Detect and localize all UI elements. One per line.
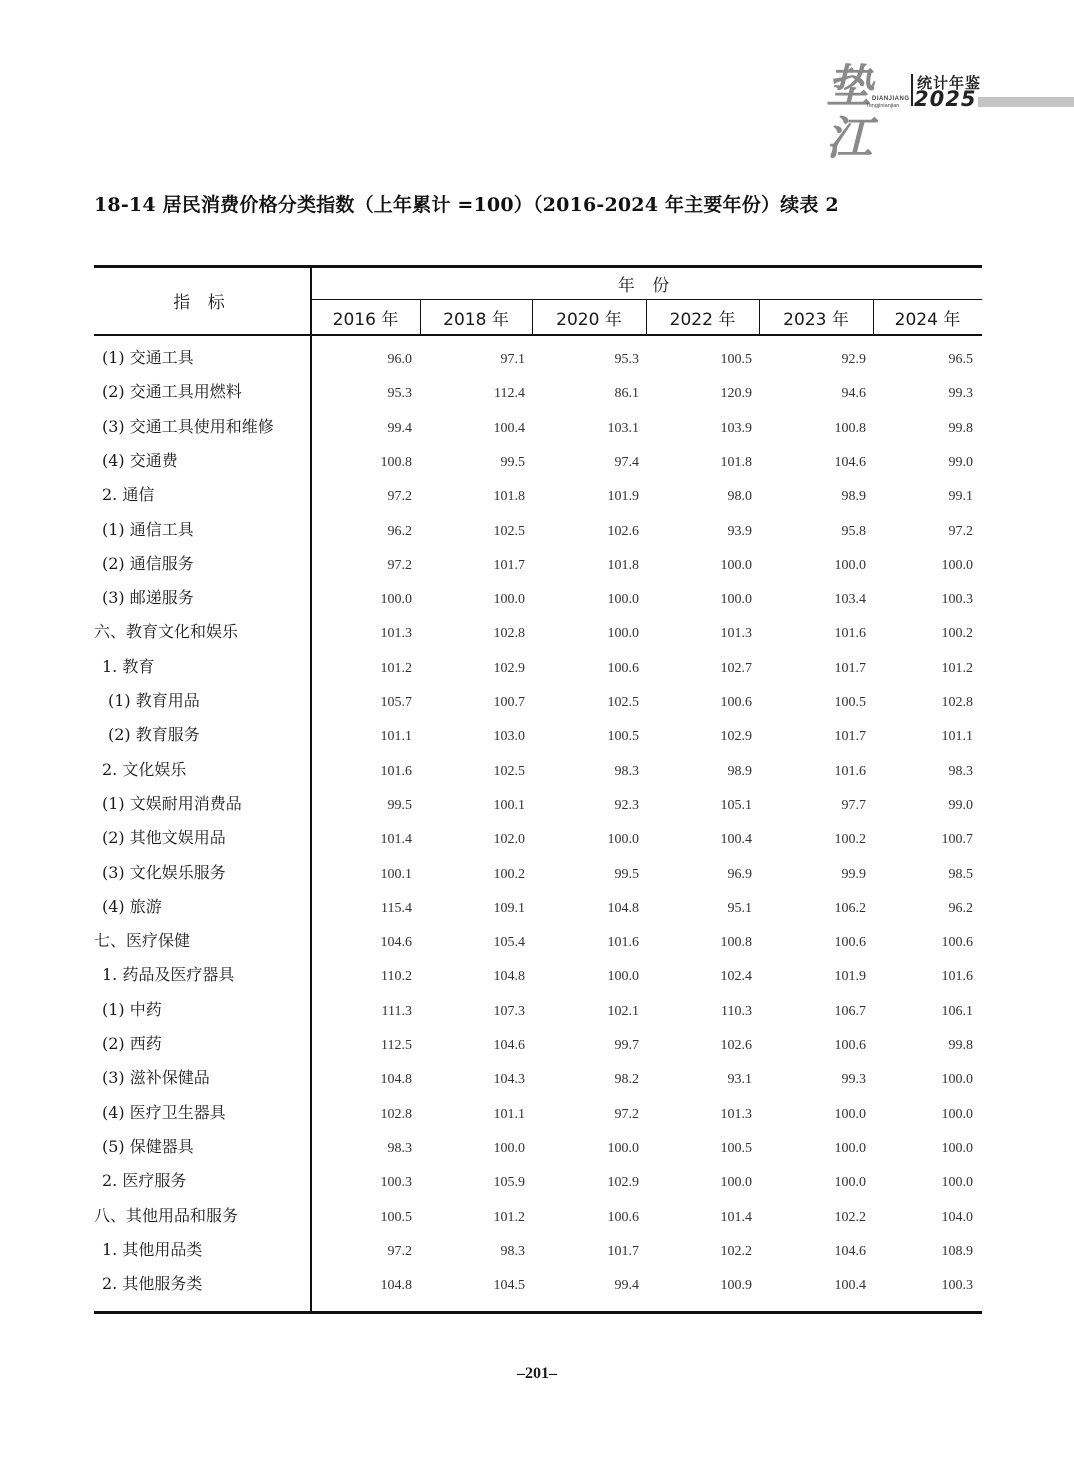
value-cell: 100.4 [493,420,525,436]
value-cell: 104.6 [493,1038,525,1053]
header-bar [978,97,1074,107]
row-label: 七、医疗保健 [94,931,191,951]
value-cell: 101.3 [380,626,412,642]
value-cell: 102.7 [720,660,752,676]
value-cell: 100.0 [834,1175,866,1191]
row-label: (2) 交通工具用燃料 [102,382,242,402]
value-cell: 101.1 [380,729,412,745]
value-cell: 101.2 [493,1209,525,1225]
row-label: (4) 交通费 [102,450,178,470]
value-cell: 104.8 [380,1278,412,1294]
page-title: 18-14 居民消费价格分类指数（上年累计 =100）（2016-2024 年主要年份）续表 2 [94,194,839,216]
value-cell: 112.5 [381,1038,412,1053]
value-cell: 99.8 [948,420,973,436]
table-bottom-rule [94,1311,982,1314]
table-row [94,715,982,749]
value-cell: 104.0 [941,1209,973,1225]
table-row [94,681,982,715]
value-cell: 100.0 [493,592,525,608]
value-cell: 98.3 [387,1140,412,1156]
value-cell: 100.0 [941,1072,973,1088]
table-row [94,1127,982,1161]
value-cell: 104.6 [380,935,412,951]
logo-divider [911,74,913,106]
row-label: (3) 滋补保健品 [102,1068,210,1088]
value-cell: 101.7 [834,729,866,745]
value-cell: 100.0 [834,1106,866,1122]
value-cell: 99.8 [948,1038,973,1053]
table-row [94,544,982,578]
table-row [94,1264,982,1298]
year-header-cell: 2022 年 [669,310,736,330]
value-cell: 95.3 [614,352,639,367]
year-column-divider [873,300,874,335]
value-cell: 109.1 [493,900,525,916]
value-cell: 100.1 [493,797,525,813]
table-row [94,338,982,372]
value-cell: 96.9 [727,866,752,882]
value-cell: 97.1 [500,352,525,367]
value-cell: 101.9 [607,489,639,505]
value-cell: 100.0 [607,969,639,985]
value-cell: 93.1 [727,1072,752,1088]
value-cell: 100.7 [493,695,525,710]
year-header-cell: 2023 年 [783,310,849,330]
value-cell: 99.4 [614,1278,639,1294]
year-column-divider [532,300,533,335]
logo-title: 统计年鉴 [917,74,982,92]
value-cell: 102.6 [720,1038,752,1053]
value-cell: 102.4 [720,969,752,985]
table-row [94,510,982,544]
value-cell: 98.9 [727,763,752,779]
value-cell: 102.9 [493,660,525,676]
value-cell: 107.3 [493,1003,525,1019]
year-column-divider [646,300,647,335]
value-cell: 100.0 [941,1140,973,1156]
row-label: (3) 邮递服务 [102,588,194,608]
row-label: (4) 旅游 [102,896,162,916]
value-cell: 102.9 [720,729,752,745]
table-row [94,1024,982,1058]
table-row [94,1230,982,1264]
row-label: (1) 交通工具 [102,348,194,367]
value-cell: 100.6 [720,695,752,710]
table-row [94,475,982,509]
row-label: (1) 教育用品 [108,691,200,710]
value-cell: 105.4 [493,935,525,951]
value-cell: 99.3 [841,1072,866,1088]
value-cell: 101.3 [720,1106,752,1122]
value-cell: 102.8 [941,695,973,710]
value-cell: 100.2 [493,866,525,882]
value-cell: 102.6 [607,523,639,539]
table-row [94,372,982,406]
value-cell: 111.3 [381,1003,412,1019]
value-cell: 110.2 [381,969,412,985]
value-cell: 100.3 [941,1278,973,1294]
row-label: (1) 通信工具 [102,519,194,539]
value-cell: 102.9 [607,1175,639,1191]
value-cell: 110.3 [721,1003,752,1019]
value-cell: 95.1 [727,900,752,916]
value-cell: 100.6 [834,935,866,951]
value-cell: 97.2 [614,1106,639,1122]
row-label: (3) 文化娱乐服务 [102,862,226,882]
value-cell: 100.3 [380,1175,412,1191]
indicator-header: 指 标 [173,292,231,313]
value-cell: 105.1 [720,797,752,813]
value-cell: 101.1 [941,729,973,745]
row-label: 1. 药品及医疗器具 [102,965,235,985]
table-row [94,612,982,646]
value-cell: 99.3 [948,386,973,402]
value-cell: 100.0 [720,557,752,573]
value-cell: 97.4 [614,454,639,470]
page-number: –201– [517,1365,557,1382]
value-cell: 101.4 [720,1209,752,1225]
value-cell: 106.7 [834,1003,866,1019]
row-label: (2) 其他文娱用品 [102,828,226,848]
value-cell: 100.4 [720,832,752,848]
value-cell: 102.8 [380,1106,412,1122]
value-cell: 96.2 [387,523,412,539]
value-cell: 112.4 [494,386,525,402]
table-row [94,441,982,475]
value-cell: 99.5 [387,797,412,813]
value-cell: 104.6 [834,454,866,470]
row-label: 八、其他用品和服务 [94,1205,239,1225]
value-cell: 99.1 [948,489,973,505]
value-cell: 98.5 [948,866,973,882]
value-cell: 104.8 [380,1072,412,1088]
year-header-cell: 2016 年 [332,310,399,330]
value-cell: 97.7 [841,797,866,813]
value-cell: 102.2 [834,1209,866,1225]
value-cell: 96.2 [948,900,973,916]
value-cell: 101.6 [834,626,866,642]
table-row [94,1058,982,1092]
table-row [94,955,982,989]
table-row [94,784,982,818]
value-cell: 104.5 [493,1278,525,1294]
value-cell: 102.1 [607,1003,639,1019]
value-cell: 101.7 [607,1243,639,1259]
value-cell: 101.9 [834,969,866,985]
logo-subtitle: DIANJIANG [872,96,910,102]
value-cell: 99.0 [948,454,973,470]
value-cell: 97.2 [387,1243,412,1259]
value-cell: 100.0 [941,1175,973,1191]
value-cell: 101.6 [834,763,866,779]
row-label: 2. 医疗服务 [102,1171,187,1191]
value-cell: 101.3 [720,626,752,642]
value-cell: 100.0 [941,1106,973,1122]
value-cell: 101.6 [607,935,639,951]
value-cell: 101.4 [380,832,412,848]
table-row [94,407,982,441]
row-label: 六、教育文化和娱乐 [94,622,239,642]
value-cell: 102.8 [493,626,525,642]
value-cell: 97.2 [387,557,412,573]
value-cell: 95.8 [841,523,866,539]
row-label: 1. 教育 [102,656,155,676]
value-cell: 101.1 [493,1106,525,1122]
value-cell: 100.8 [380,454,412,470]
value-cell: 100.0 [493,1140,525,1156]
value-cell: 100.6 [941,935,973,951]
table-row [94,647,982,681]
value-cell: 100.5 [720,1140,752,1156]
value-cell: 100.1 [380,866,412,882]
value-cell: 100.2 [834,832,866,848]
value-cell: 105.9 [493,1175,525,1191]
value-cell: 100.0 [607,592,639,608]
value-cell: 100.0 [834,557,866,573]
value-cell: 99.0 [948,797,973,813]
value-cell: 105.7 [380,695,412,710]
value-cell: 100.6 [607,660,639,676]
value-cell: 101.6 [380,763,412,779]
value-cell: 92.3 [614,797,639,813]
value-cell: 99.9 [841,866,866,882]
value-cell: 100.0 [834,1140,866,1156]
value-cell: 106.2 [834,900,866,916]
row-label: (2) 通信服务 [102,553,194,573]
value-cell: 108.9 [941,1243,973,1259]
logo-subtitle-2: Tongjinianjian [866,103,900,109]
value-cell: 98.3 [500,1243,525,1259]
value-cell: 104.6 [834,1243,866,1259]
logo-script: 垫江 [826,59,870,165]
value-cell: 100.0 [607,626,639,642]
row-label: (4) 医疗卫生器具 [102,1102,226,1122]
value-cell: 96.0 [387,352,412,367]
value-cell: 100.0 [380,592,412,608]
value-cell: 102.5 [493,523,525,539]
year-column-divider [759,300,760,335]
value-cell: 100.5 [720,352,752,367]
value-cell: 98.9 [841,489,866,505]
value-cell: 99.7 [614,1038,639,1053]
value-cell: 101.6 [941,969,973,985]
value-cell: 99.5 [614,866,639,882]
table-row [94,1196,982,1230]
value-cell: 100.0 [720,592,752,608]
value-cell: 98.3 [614,763,639,779]
value-cell: 98.3 [948,763,973,779]
value-cell: 100.3 [941,592,973,608]
row-label: (2) 西药 [102,1034,162,1053]
table-row [94,818,982,852]
year-column-divider [420,300,421,335]
row-label: (1) 文娱耐用消费品 [102,793,242,813]
value-cell: 101.7 [834,660,866,676]
value-cell: 103.9 [720,420,752,436]
value-cell: 103.1 [607,420,639,436]
value-cell: 101.7 [493,557,525,573]
value-cell: 104.8 [607,900,639,916]
value-cell: 100.5 [380,1209,412,1225]
value-cell: 102.0 [493,832,525,848]
year-header-cell: 2024 年 [894,310,961,330]
value-cell: 100.8 [720,935,752,951]
value-cell: 103.0 [493,729,525,745]
value-cell: 100.2 [941,626,973,642]
logo-year: 2025 [914,87,977,111]
row-label: (1) 中药 [102,999,162,1019]
year-header-cell: 2020 年 [556,310,622,330]
value-cell: 100.6 [834,1038,866,1053]
value-cell: 104.3 [493,1072,525,1088]
row-label: (3) 交通工具使用和维修 [102,416,274,436]
value-cell: 106.1 [941,1003,973,1019]
table-row [94,578,982,612]
value-cell: 92.9 [841,352,866,367]
value-cell: 99.4 [387,420,412,436]
value-cell: 102.5 [493,763,525,779]
value-cell: 101.8 [720,454,752,470]
value-cell: 101.8 [493,489,525,505]
year-header-cell: 2018 年 [443,310,509,330]
row-label: 2. 其他服务类 [102,1274,203,1294]
row-label: (2) 教育服务 [108,725,200,745]
value-cell: 100.9 [720,1278,752,1294]
value-cell: 102.2 [720,1243,752,1259]
value-cell: 100.8 [834,420,866,436]
value-cell: 101.2 [941,660,973,676]
value-cell: 100.0 [607,832,639,848]
value-cell: 86.1 [614,386,639,402]
value-cell: 102.5 [607,695,639,710]
value-cell: 115.4 [381,900,412,916]
row-label: (5) 保健器具 [102,1136,194,1156]
value-cell: 101.8 [607,557,639,573]
value-cell: 103.4 [834,592,866,608]
value-cell: 95.3 [387,386,412,402]
value-cell: 101.2 [380,660,412,676]
value-cell: 100.7 [941,832,973,848]
row-label: 1. 其他用品类 [102,1239,203,1259]
value-cell: 104.8 [493,969,525,985]
value-cell: 99.5 [500,454,525,470]
value-cell: 97.2 [387,489,412,505]
table-row [94,853,982,887]
table-row [94,750,982,784]
value-cell: 120.9 [720,386,752,402]
value-cell: 100.0 [720,1175,752,1191]
value-cell: 100.0 [607,1140,639,1156]
value-cell: 94.6 [841,386,866,402]
value-cell: 100.5 [834,695,866,710]
table-row [94,990,982,1024]
row-label: 2. 文化娱乐 [102,759,187,779]
value-cell: 100.5 [607,729,639,745]
value-cell: 98.0 [727,489,752,505]
table-row [94,887,982,921]
table-row [94,921,982,955]
value-cell: 100.0 [941,557,973,573]
table-row [94,1093,982,1127]
row-label: 2. 通信 [102,485,155,505]
value-cell: 100.6 [607,1209,639,1225]
year-group-header: 年 份 [617,276,676,296]
value-cell: 98.2 [614,1072,639,1088]
value-cell: 97.2 [948,523,973,539]
value-cell: 93.9 [727,523,752,539]
value-cell: 96.5 [948,352,973,367]
value-cell: 100.4 [834,1278,866,1294]
table-row [94,1161,982,1195]
